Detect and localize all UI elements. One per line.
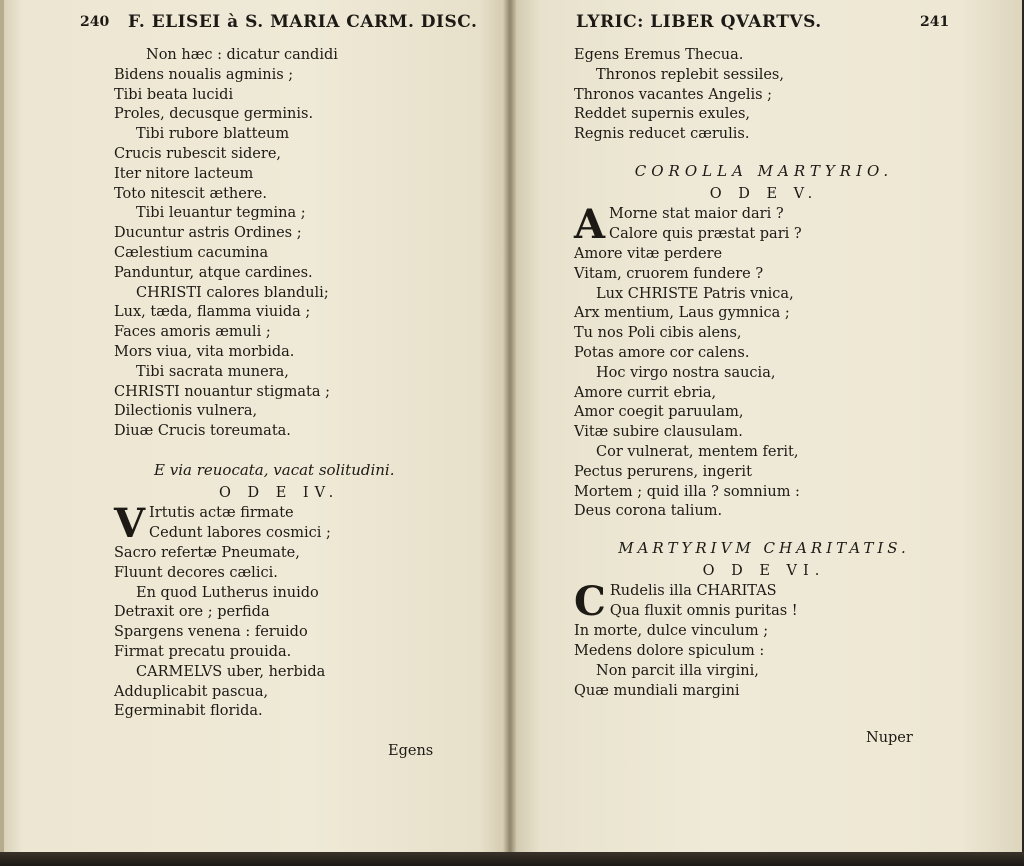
ode-label: O D E IV.: [219, 484, 340, 501]
section-title: MARTYRIVM CHARITATIS.: [618, 539, 910, 558]
verse-line: Morne stat maior dari ?: [609, 205, 784, 222]
verse-line: Tu nos Poli cibis alens,: [574, 325, 742, 342]
verse-line: CHRISTI calores blanduli;: [136, 284, 329, 301]
verse-line: Tibi leuantur tegmina ;: [136, 205, 306, 222]
verse-line: Firmat precatu prouida.: [114, 643, 292, 660]
verse-line: Hoc virgo nostra saucia,: [596, 364, 776, 381]
verse-line: Amore vitæ perdere: [574, 245, 723, 262]
right-page: [510, 0, 1022, 856]
ode-v-block: [574, 200, 954, 522]
section-title: COROLLA MARTYRIO.: [634, 161, 894, 180]
left-page: [4, 0, 510, 856]
verse-line: CHRISTI nouantur stigmata ;: [114, 383, 330, 400]
verse-line: Cor vulnerat, mentem ferit,: [596, 443, 799, 460]
verse-line: Potas amore cor calens.: [574, 344, 750, 361]
ode-label: O D E VI.: [702, 563, 826, 580]
verse-line: Irtutis actæ firmate: [149, 504, 294, 521]
verse-line: In morte, dulce vinculum ;: [574, 623, 769, 640]
drop-capital: V: [114, 499, 146, 547]
verse-line: Reddet supernis exules,: [574, 106, 751, 123]
ode-label: O D E V.: [709, 185, 819, 202]
verse-line: Toto nitescit æthere.: [114, 185, 267, 202]
verse-line: Dilectionis vulnera,: [114, 403, 258, 420]
verse-line: Calore quis præstat pari ?: [609, 225, 802, 242]
verse-line: Egerminabit florida.: [114, 703, 263, 720]
verse-line: Cælestium cacumina: [114, 244, 269, 261]
verse-line: Crucis rubescit sidere,: [114, 145, 282, 162]
verse-line: Thronos replebit sessiles,: [596, 66, 784, 83]
verse-line: Amore currit ebria,: [574, 384, 717, 401]
running-head: LYRIC: LIBER QVARTVS.: [576, 12, 822, 32]
drop-capital: A: [574, 200, 606, 248]
right-text-column: [574, 46, 954, 701]
verse-line: Non hæc : dicatur candidi: [146, 47, 338, 63]
verse-line: Mors viua, vita morbida.: [114, 343, 295, 360]
verse-line: Diuæ Crucis toreumata.: [114, 423, 291, 440]
book-bottom-edge: [0, 852, 1024, 866]
running-head: F. ELISEI à S. MARIA CARM. DISC.: [128, 12, 478, 32]
verse-line: Lux, tæda, flamma viuida ;: [114, 304, 311, 321]
left-text-column: [114, 46, 494, 722]
verse-line: Tibi sacrata munera,: [136, 363, 289, 380]
verse-line: Sacro refertæ Pneumate,: [114, 544, 300, 561]
verse-line: Lux CHRISTE Patris vnica,: [596, 285, 794, 302]
verse-line: Amor coegit paruulam,: [574, 404, 744, 421]
verse-line: Ducuntur astris Ordines ;: [114, 225, 302, 242]
verse-line: Egens Eremus Thecua.: [574, 47, 744, 63]
verse-line: Thronos vacantes Angelis ;: [574, 86, 773, 103]
page-number: 240: [80, 14, 110, 30]
book-gutter: [503, 0, 517, 856]
verse-line: Arx mentium, Laus gymnica ;: [574, 305, 790, 322]
verse-line: Vitæ subire clausulam.: [574, 424, 743, 441]
verse-line: Pectus perurens, ingerit: [574, 463, 752, 480]
verse-line: Cedunt labores cosmici ;: [149, 524, 331, 541]
verse-line: Fluunt decores cælici.: [114, 564, 278, 581]
verse-line: Bidens noualis agminis ;: [114, 66, 294, 83]
drop-capital: C: [574, 578, 606, 626]
verse-line: Rudelis illa CHARITAS: [609, 583, 777, 600]
verse-line: Deus corona talium.: [574, 503, 723, 520]
ode-vi-block: [574, 578, 954, 701]
verse-line: Regnis reducet cærulis.: [574, 126, 750, 143]
verse-line: Faces amoris æmuli ;: [114, 324, 271, 341]
verse-line: Adduplicabit pascua,: [114, 683, 269, 700]
verse-line: Medens dolore spiculum :: [574, 642, 765, 659]
verse-line: CARMELVS uber, herbida: [136, 663, 326, 680]
verse-line: Iter nitore lacteum: [114, 165, 254, 182]
ode-iv-block: [114, 499, 494, 722]
catchword: Egens: [388, 743, 434, 759]
verse-line: Qua fluxit omnis puritas !: [609, 602, 798, 619]
verse-line: Tibi beata lucidi: [114, 86, 234, 103]
verse-line: Tibi rubore blatteum: [136, 126, 290, 143]
verse-line: Proles, decusque germinis.: [114, 106, 314, 123]
verse-line: Mortem ; quid illa ? somnium :: [574, 483, 800, 500]
verse-line: Vitam, cruorem fundere ?: [574, 265, 764, 282]
verse-line: Detraxit ore ; perfida: [114, 604, 270, 621]
verse-line: En quod Lutherus inuido: [136, 584, 319, 601]
section-title: E via reuocata, vacat solitudini.: [154, 460, 395, 479]
catchword: Nuper: [866, 730, 913, 746]
verse-line: Non parcit illa virgini,: [596, 662, 759, 679]
page-number: 241: [920, 14, 950, 30]
verse-line: Spargens venena : feruido: [114, 624, 308, 641]
verse-line: Quæ mundiali margini: [574, 682, 740, 699]
verse-line: Panduntur, atque cardines.: [114, 264, 313, 281]
